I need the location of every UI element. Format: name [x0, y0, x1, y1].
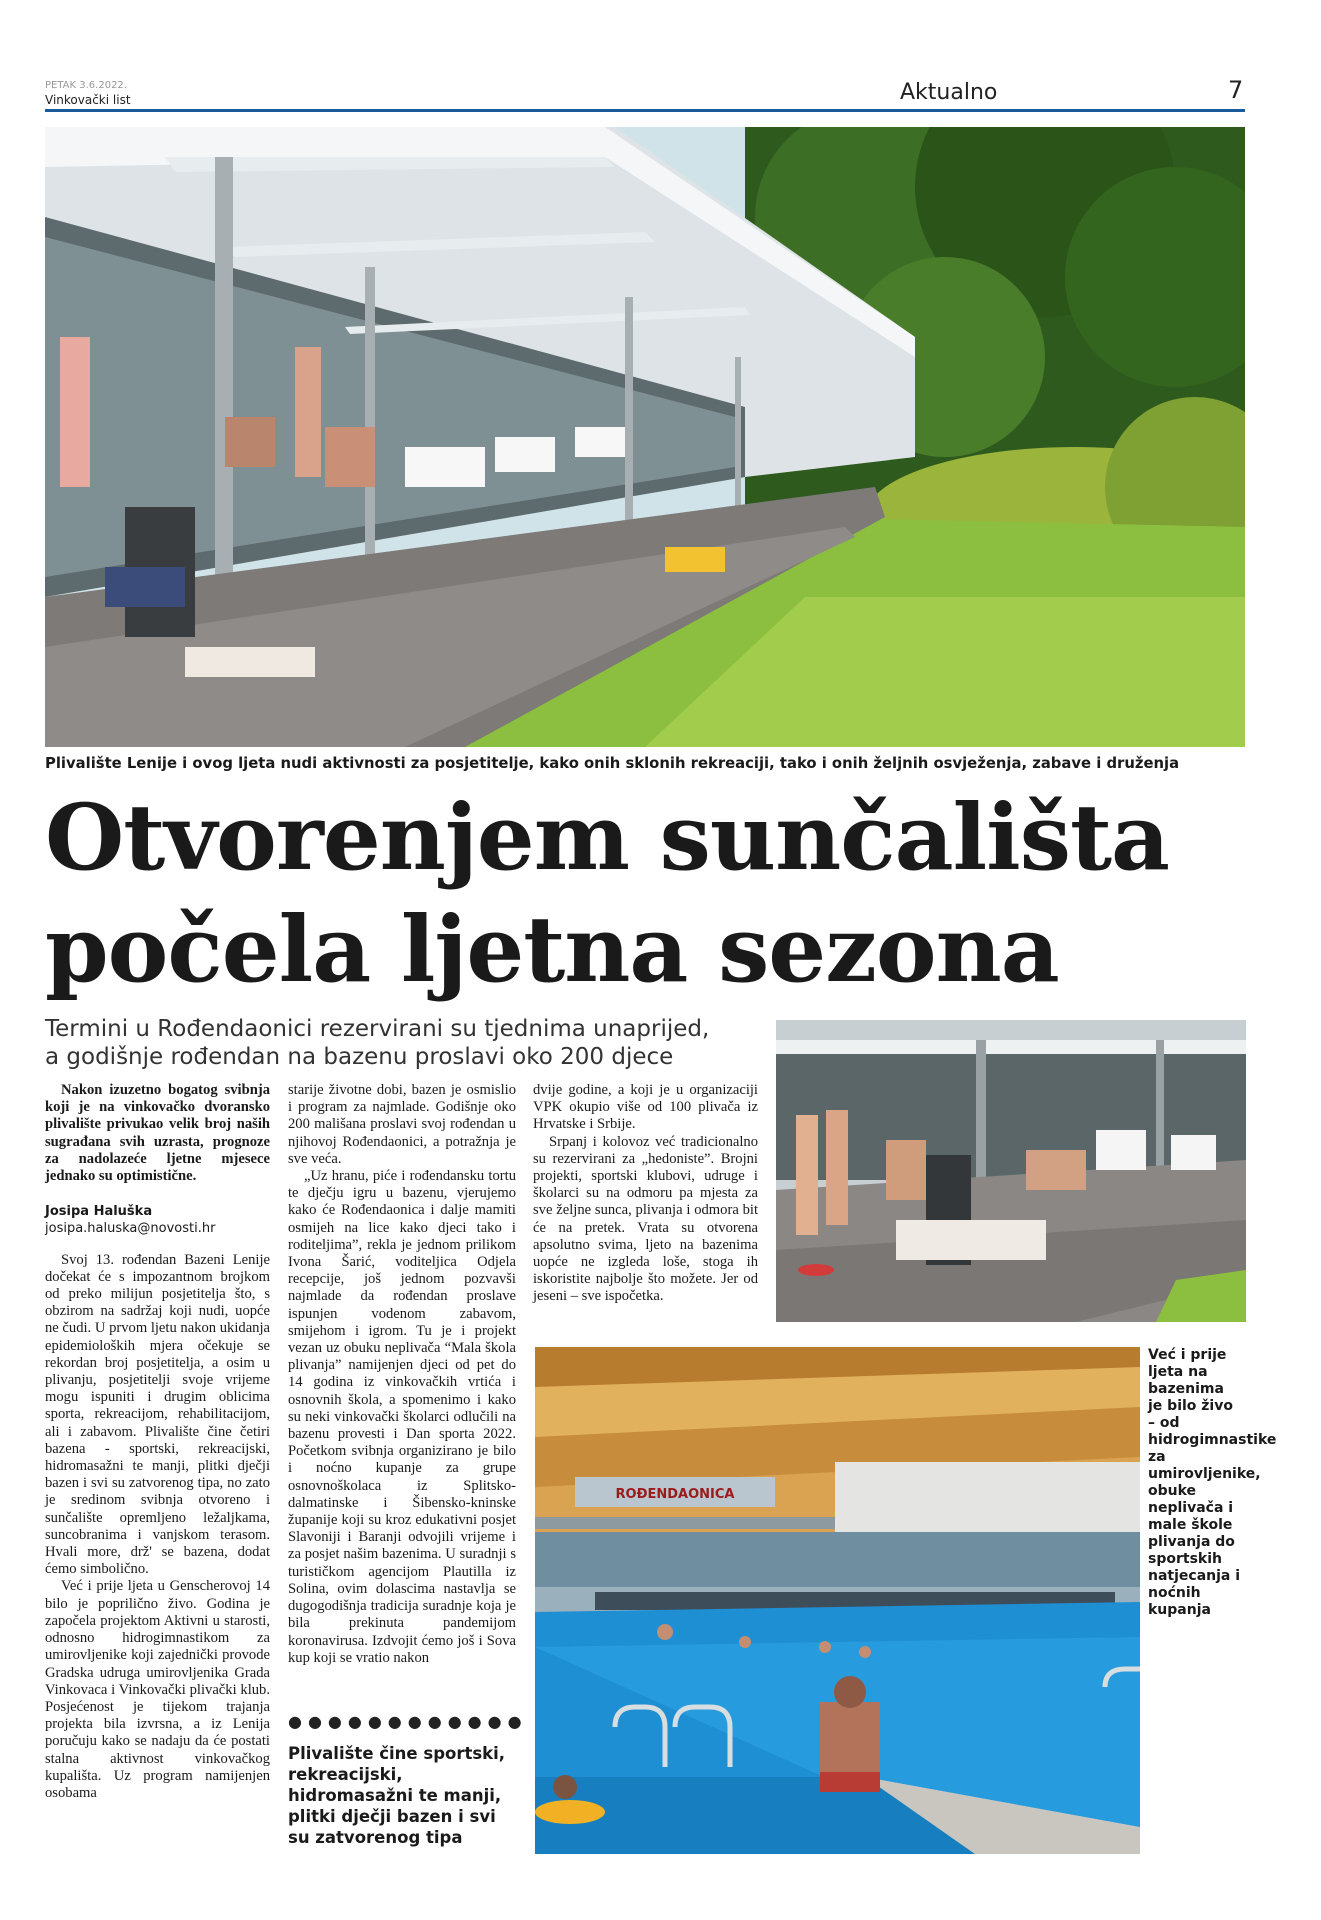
column-2: [288, 1082, 516, 1667]
subheadline: [45, 1015, 765, 1071]
body-paragraph: starije životne dobi, bazen je osmislio i program za najmlade. Godišnje oko 200 mališana proslavi svoj rođendan u njihovoj Rođendaonici, a potražnja je sve veća.: [288, 1082, 516, 1167]
page-number: 7: [1228, 76, 1244, 104]
section-name: Aktualno: [900, 80, 998, 105]
column-1: [45, 1082, 270, 1802]
header-rule: [45, 109, 1245, 112]
pull-quote-text: Plivalište čine sportski, rekreacijski, hidromasažni te manji, plitki dječji bazen i svi su zatvorenog tipa: [288, 1744, 506, 1847]
headline-line-1: Otvorenjem sunčališta: [45, 785, 1169, 891]
pull-quote-dots: ●●●●●●●●●●●●: [288, 1712, 528, 1731]
newspaper-name: Vinkovački list: [45, 93, 131, 107]
lead-text: Nakon izuzetno bogatog svibnja koji je na vinkovačko dvoransko plivalište privukao velik broj naših sugrađana svih uzrasta, prognoze za nadolazeće ljetne mjesece jednako su optimistične.: [45, 1082, 270, 1185]
pull-quote: [288, 1712, 528, 1848]
body-paragraph: Već i prije ljeta u Genscherovoj 14 bilo je poprilično živo. Godina je započela projektom Aktivni u starosti, odnosno hidrogimnastikom za umirovljenike koji zajednički provode Gradska udruga umirovljenika Grada Vinkovaca i Vinkovački plivački klub. Posjećenost je tijekom trajanja projekta bila izvrsna, a iz Lenija poručuju kako se nadaju da će postati stalna aktivnost vinkovačkog kupališta. Uz program namijenjen osobama: [45, 1578, 270, 1801]
body-paragraph: Srpanj i kolovoz već tradicionalno su rezervirani za „hedoniste”. Brojni projekti, sportski klubovi, udruge i školarci su na odmoru pa mjesta za sve željne sunca, plivanja i odmora bit će na pretek. Vrata su otvorena apsolutno svima, ljeto na bazenima uopće ne izgleda loše, stoga ih iskoristite najbolje što možete. Jer od jeseni – sve ispočetka.: [533, 1133, 758, 1305]
indoor-pool-photo: [535, 1347, 1140, 1854]
body-paragraph: dvije godine, a koji je u organizaciji VPK okupio više od 100 plivača iz Hrvatske i Srbije.: [533, 1082, 758, 1133]
body-paragraph: Svoj 13. rođendan Bazeni Lenije dočekat će s impozantnom brojkom od preko milijun posjetitelja što, s obzirom na sadržaj koji nudi, uopće ne čudi. U prvom ljetu nakon ukidanja epidemioloških mjera očekuje se rekordan broj posjetitelja, a osim u plivanju, posjetitelji svoje vrijeme mogu ispuniti i drugim oblicima sporta, rekreacijom, rehabilitacijom, ali i zabavom. Plivalište čine četiri bazena - sportski, rekreacijski, hidromasažni te manji, plitki dječji bazen i svi su zatvorenog tipa, no zato je sredinom svibnja otvoreno i sunčalište opremljeno ležaljkama, suncobranima i vanjskom terasom. Hvali more, drž' se bazena, dodat ćemo simbolično.: [45, 1251, 270, 1578]
terrace-photo: [776, 1020, 1246, 1322]
author-name: Josipa Haluška: [45, 1204, 153, 1220]
lead-paragraph: [45, 1082, 270, 1185]
subheadline-line-1: Termini u Rođendaonici rezervirani su tjednima unaprijed,: [45, 1016, 710, 1042]
main-photo-caption: Plivalište Lenije i ovog ljeta nudi aktivnosti za posjetitelje, kako onih sklonih rekreaciji, tako i onih željnih osvježenja, zabave i druženja: [45, 755, 1180, 772]
headline-line-2: počela ljetna sezona: [45, 897, 1059, 1003]
author-email: josipa.haluska@novosti.hr: [45, 1221, 216, 1237]
headline: [45, 782, 1265, 1006]
column-3: [533, 1082, 758, 1306]
issue-date: PETAK 3.6.2022.: [45, 80, 127, 91]
subheadline-line-2: a godišnje rođendan na bazenu proslavi oko 200 djece: [45, 1044, 674, 1070]
body-paragraph: „Uz hranu, piće i rođendansku tortu te dječju igru u bazenu, vjerujemo kako će Rođendaonica i dalje mamiti osmijeh na lice kako djeci tako i roditeljima”, rekla je jednom prilikom Ivona Šarić, voditeljica Odjela recepcije, još jednom pozvavši najmlade da rođendan proslave ispunjen vodenom zabavom, smijehom i igrom. Tu je i projekt vezan uz obuku neplivača “Mala škola plivanja” namijenjen djeci od pet do 14 godina iz vinkovačkih vrtića i osnovnih škola, a spomenimo i kako su neki vinkovački školarci odlučili na bazenu provesti i Dan sporta 2022. Početkom svibnja organizirano je bilo i noćno kupanje za grupe osnovnoškolaca iz Splitsko-dalmatinske i Šibensko-kninske županije koji su kroz edukativni posjet Slavoniji i Baranji odvojili vrijeme i za posjet našim bazenima. U suradnji s turističkom agencijom Plautilla iz Solina, ovim dolascima nastavlja se dugogodišnja tradicija suradnje koja je bila prekinuta pandemijom koronavirusa. Izdvojit ćemo još i Sova kup koji se vratio nakon: [288, 1168, 516, 1666]
rodjendaonica-sign: ROĐENDAONICA: [615, 1487, 735, 1502]
indoor-photo-caption: Već i prije ljeta na bazenima je bilo živo – od hidrogimnastike za umirovljenike, obuke neplivača i male škole plivanja do sportskih natjecanja i noćnih kupanja: [1148, 1347, 1277, 1618]
main-photo: [45, 127, 1245, 747]
